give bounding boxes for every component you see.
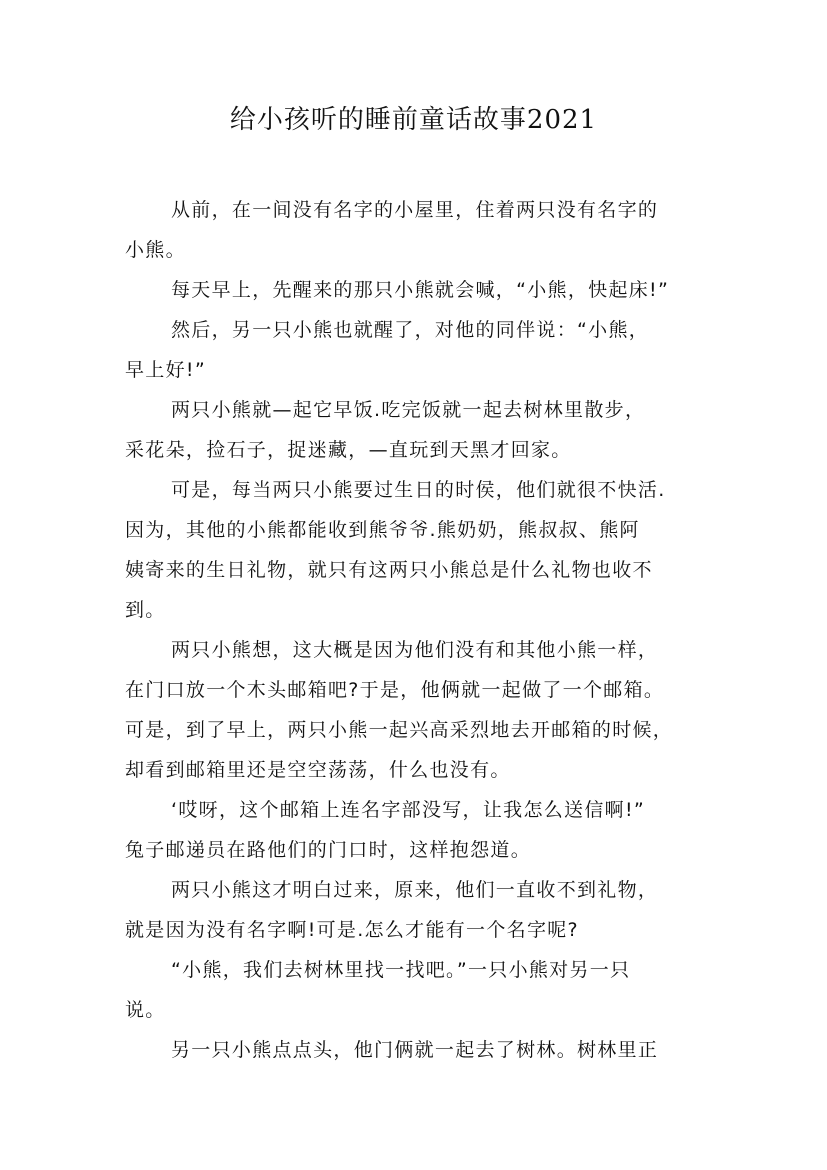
story-line: 两只小熊这才明白过来，原来，他们一直收不到礼物， (171, 879, 659, 901)
story-line: 两只小熊想，这大概是因为他们没有和其他小熊一样， (171, 639, 659, 661)
story-line: 因为，其他的小熊都能收到熊爷爷.熊奶奶，熊叔叔、熊阿 (125, 519, 640, 541)
story-line: 从前，在一间没有名字的小屋里，住着两只没有名字的 (171, 199, 659, 221)
story-line: 在门口放一个木头邮箱吧?于是，他俩就一起做了一个邮箱。 (125, 679, 665, 701)
story-line: 可是，到了早上，两只小熊一起兴高采烈地去开邮箱的时候， (125, 719, 674, 741)
story-line: 每天早上，先醒来的那只小熊就会喊，“小熊，快起床!” (171, 279, 670, 301)
story-line: 兔子邮递员在路他们的门口时，这样抱怨道。 (125, 839, 532, 861)
story-line: 早上好!” (125, 359, 206, 381)
story-line: ‘哎呀，这个邮箱上连名字部没写，让我怎么送信啊!” (171, 799, 646, 821)
story-line: “小熊，我们去树林里找一找吧。”一只小熊对另一只 (171, 959, 631, 981)
story-body (125, 190, 710, 1070)
story-line: 采花朵，捡石子，捉迷藏，—直玩到天黑才回家。 (125, 439, 572, 461)
story-line: 可是，每当两只小熊要过生日的时侯，他们就很不快活. (171, 479, 666, 501)
story-line: 小熊。 (125, 239, 186, 261)
story-line: 另一只小熊点点头，他门俩就一起去了树林。树林里正 (171, 1039, 659, 1061)
story-line: 就是因为没有名字啊!可是.怎么才能有一个名字呢? (125, 919, 579, 941)
story-line: 却看到邮箱里还是空空荡荡，什么也没有。 (125, 759, 511, 781)
story-line: 两只小熊就—起它早饭.吃完饭就一起去树林里散步， (171, 399, 646, 421)
story-line: 说。 (125, 999, 166, 1021)
story-line: 然后，另一只小熊也就醒了，对他的同伴说：“小熊， (171, 319, 650, 341)
story-line: 到。 (125, 599, 166, 621)
document-title: 给小孩听的睡前童话故事2021 (229, 105, 598, 135)
story-line: 姨寄来的生日礼物，就只有这两只小熊总是什么礼物也收不 (125, 559, 653, 581)
